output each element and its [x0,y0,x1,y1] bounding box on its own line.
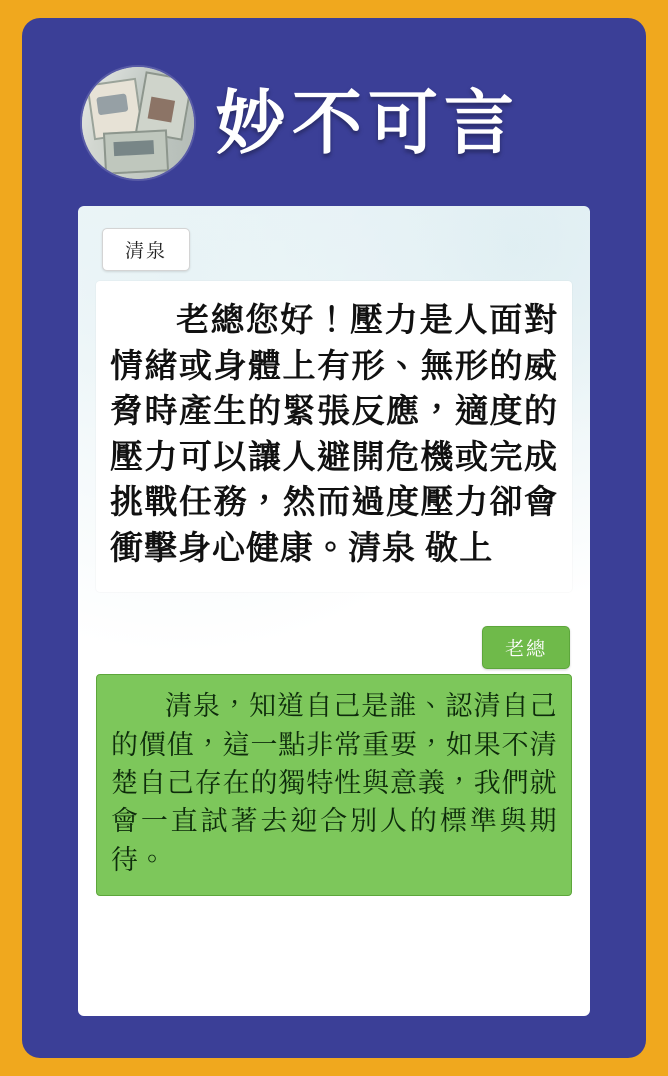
orange-right-band [646,0,668,1076]
message-bubble-left: 老總您好！壓力是人面對情緒或身體上有形、無形的威脅時產生的緊張反應，適度的壓力可以讓人避開危機或完成挑戰任務，然而過度壓力卻會衝擊身心健康。清泉 敬上 [96,281,572,592]
message-left [78,206,590,592]
chat-panel [78,206,590,1016]
message-right [78,626,590,896]
sender-name-row-right [88,626,580,664]
stamps-collection-avatar-icon[interactable] [82,67,194,179]
orange-left-band [0,0,22,1076]
app-header [22,58,646,188]
sender-name-tag-right: 老總 [482,626,570,669]
app-title: 妙不可言 [216,84,520,162]
purple-card [22,18,646,1058]
message-bubble-right: 清泉，知道自己是誰、認清自己的價值，這一點非常重要，如果不清楚自己存在的獨特性與意義，我們就會一直試著去迎合別人的標準與期待。 [96,674,572,896]
sender-name-tag-left: 清泉 [102,228,190,271]
avatar-stamp-3 [103,129,169,174]
